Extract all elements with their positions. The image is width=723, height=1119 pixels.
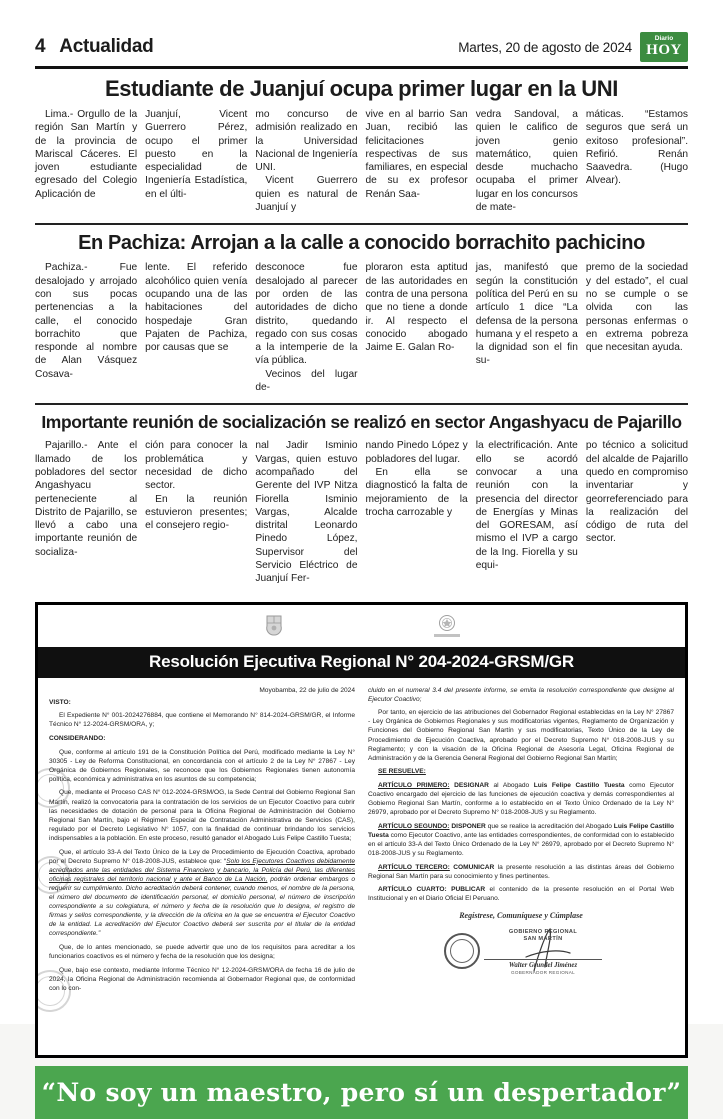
paragraph: premo de la sociedad y del estado”, el cual no se cumple o se olvida con las personas enfermas o en extrema pobreza que necesitan ayuda.	[585, 262, 689, 354]
peru-coat-of-arms-icon	[264, 614, 284, 638]
article-divider	[35, 403, 688, 405]
paragraph: Lima.- Orgullo de la región San Martín y de la provincia de Mariscal Cáceres. El joven estudiante egresado del Colegio Aplicación de	[35, 109, 138, 200]
article-column	[366, 108, 468, 214]
article-column	[476, 261, 578, 394]
diario-hoy-logo	[640, 32, 688, 62]
paragraph: En ella se diagnosticó la falta de mejoramiento de la trocha carrozable y	[365, 466, 468, 518]
resolution-document	[35, 602, 688, 1058]
resolution-logos	[38, 605, 685, 647]
signature-block	[368, 910, 674, 983]
section-title: Actualidad	[59, 36, 154, 57]
paragraph: po técnico a solicitud del alcalde de Pajarillo quedo en compromiso inventariar y georreferenciado para la realización del código de ruta del sector.	[585, 440, 689, 545]
article-3-headline: Importante reunión de socialización se realizó en sector Angashyacu de Pajarillo	[41, 412, 682, 433]
page-number: 4	[35, 36, 46, 57]
paragraph: lente. El referido alcohólico quien venía ocupando una de las habitaciones del hospedaje Gran Pajaten de Pachiza, por causas que se	[145, 262, 248, 354]
quote-banner	[35, 1066, 688, 1119]
paragraph: Vecinos del lugar de-	[255, 368, 358, 394]
article-column	[255, 439, 357, 585]
paragraph: desconoce fue desalojado al parecer por orden de las autoridades de dicho distrito, quedando regado con sus cosas a la intemperie de la vía pública.	[255, 262, 358, 367]
paragraph: CONSIDERANDO:	[49, 734, 106, 742]
paragraph: Que, de lo antes mencionado, se puede advertir que uno de los requisitos para acreditar a los funcionarios coactivos es el número y fecha de la resolución que los designa;	[49, 943, 355, 961]
logo-top-text: Diario	[654, 34, 674, 42]
quote-text: “No soy un maestro, pero sí un despertador”	[41, 1077, 682, 1107]
article-column	[476, 439, 578, 585]
entity-line1: GOBIERNO REGIONAL	[508, 928, 578, 935]
paragraph: Que, conforme al artículo 191 de la Constitución Política del Perú, modificado mediante la Ley N° 30305 - Ley de Reforma Constitucional, en concordancia con el artículo 2 de la Ley N° 27867 - Ley Orgánica de Gobiernos Regionales, se reconoce que los Gobiernos Regionales tienen autonomía política, económica y administrativa en los asuntos de su competencia;	[49, 748, 355, 783]
section-header	[35, 36, 153, 58]
article-column	[145, 108, 247, 214]
resolution-right-column	[368, 686, 674, 998]
paragraph: Pachiza.- Fue desalojado y arrojado con sus pocas pertenencias a la calle, el conocido borrachito que responde al nombre de Alan Vásquez Cosava-	[35, 262, 138, 380]
paragraph: mo concurso de admisión realizado en la Universidad Nacional de Ingeniería UNI.	[255, 109, 358, 174]
article-column	[366, 261, 468, 394]
paragraph: ARTÍCULO SEGUNDO: DISPONER que se realice la acreditación del Abogado Luis Felipe Castillo Tuesta como Ejecutor Coactivo, ante las entidades correspondientes, de conformidad con lo establecido en el artículo 33-A del Texto Único Ordenado de la Ley N° 26979, aprobado por el Decreto Supremo N° 018-2008-JUS y su Reglamento.	[368, 822, 674, 858]
paragraph: Que, mediante el Proceso CAS N° 012-2024-GRSM/OG, la Sede Central del Gobierno Regional San Martín, realizó la convocatoria para la contratación de los servicios de un Ejecutor Coactivo para cubrir las necesidades de dotación de personal para la Oficina Regional de Administración del Gobierno Regional San Martín, bajo el Régimen Especial de Contratación Administrativa de Servicios (CAS), regulado por el Decreto Legislativo N° 1057, con la finalidad de continuar brindando los servicios indispensables a la población. En este proceso, resultó ganador el Abogado Luis Felipe Castillo Tuesta;	[49, 789, 355, 842]
regional-emblem-icon	[434, 614, 460, 637]
article-column	[35, 108, 137, 214]
resolution-left-column	[49, 686, 355, 998]
paragraph: Moyobamba, 22 de julio de 2024	[259, 686, 355, 694]
paragraph: la electrificación. Ante ello se acordó convocar a una reunión con la presencia del director de Energías y Minas del GORESAM, así mismo el IVP a cargo de la Ing. Fiorella y su equi-	[475, 440, 578, 572]
article-divider	[35, 223, 688, 225]
emblem-caption-mark	[434, 634, 460, 637]
masthead-rule	[35, 66, 688, 69]
article-column	[586, 108, 688, 214]
resolution-articles	[368, 686, 674, 904]
article-column	[366, 439, 468, 585]
article-column	[586, 261, 688, 394]
paragraph: nal Jadir Isminio Vargas, quien estuvo acompañado del Gerente del IVP Nitza Fiorella Isminio Vargas, Alcalde distrital Leonardo Pinedo López, Supervisor del Servicio Eléctrico de Juanjuí Fer-	[255, 440, 358, 585]
paragraph: Juanjuí, Vicent Guerrero Pérez, ocupo el primer puesto en la especialidad de Ingeniería Estadística, en el últi-	[145, 109, 248, 200]
paragraph: ción para conocer la problemática y necesidad de dicho sector.	[145, 440, 248, 492]
paragraph: nando Pinedo López y pobladores del lugar.	[365, 440, 468, 465]
paragraph: Vicent Guerrero quien es natural de Juanjuí y	[255, 175, 358, 214]
article-1-headline: Estudiante de Juanjuí ocupa primer lugar en la UNI	[105, 76, 618, 101]
paragraph: SE RESUELVE:	[378, 768, 426, 776]
paragraph: ARTÍCULO TERCERO: COMUNICAR la presente resolución a las distintas áreas del Gobierno Regional San Martín para su conocimiento y fines pertinentes.	[368, 863, 674, 880]
paragraph: En la reunión estuvieron presentes; el consejero regio-	[145, 493, 248, 532]
article-3-body	[35, 439, 688, 594]
article-column	[476, 108, 578, 214]
masthead	[35, 0, 688, 64]
paragraph: ploraron esta aptitud de las autoridades en contra de una persona que no tiene a donde ir. Al respecto el conocido abogado Jaime E. Galan Ro-	[365, 262, 468, 354]
paragraph: Por tanto, en ejercicio de las atribuciones del Gobernador Regional establecidas en la Ley N° 27867 - Ley Orgánica de Gobiernos Regionales y sus modificatorias vigentes, Reglamento de Organización y Funciones del Gobierno Regional San Martín y sus modificatorias, Texto Único de la Ley de Procedimiento de Ejecución Coactiva, aprobado por el Decreto Supremo N° 018-2008-JUS y su Reglamento; y con la visación de la Oficina Regional de Asesoría Legal, Oficina Regional de Administración y de la Gerencia General Regional del Gobierno Regional San Martín;	[368, 709, 674, 762]
resolution-body	[38, 678, 685, 1006]
paragraph: Pajarillo.- Ante el llamado de los pobladores del sector Angashyacu perteneciente al Distrito de Pajarillo, se llevó a cabo una importante reunión de socializa-	[35, 440, 138, 558]
paragraph: máticas. “Estamos seguros que será un exitoso profesional”. Refirió. Renán Saavedra. (Hugo Alvear).	[585, 109, 689, 187]
paragraph: ARTÍCULO CUARTO: PUBLICAR el contenido de la presente resolución en el Portal Web Institucional y en el Diario Oficial El Peruano.	[368, 886, 674, 903]
paragraph: cluido en el numeral 3.4 del presente informe, se emita la resolución correspondiente que designe al Ejecutor Coactivo;	[368, 686, 674, 703]
paragraph: Que, bajo ese contexto, mediante Informe Técnico N° 12-2024-GRSM/ORA de fecha 16 de julio de 2024, la Oficina Regional de Administración recomienda al Gobernador Regional que, de conformidad con lo con-	[49, 966, 355, 992]
entity-line2: SAN MARTÍN	[523, 935, 563, 942]
official-stamp-icon	[444, 933, 480, 969]
article-column	[145, 439, 247, 585]
article-column	[255, 261, 357, 394]
article-column	[255, 108, 357, 214]
article-column	[145, 261, 247, 394]
paragraph: jas, manifestó que según la constitución política del Perú en su artículo 1 dice “La defensa de la persona humana y el respeto a la dignidad son el fin su-	[475, 262, 578, 367]
paragraph: El Expediente N° 001-2024276884, que contiene el Memorando N° 814-2024-GRSM/GR, el Informe Técnico N° 12-2024-GRSM/ORA, y;	[49, 712, 355, 729]
paragraph: VISTO:	[49, 698, 71, 706]
article-2-headline: En Pachiza: Arrojan a la calle a conocido borrachito pachicino	[78, 232, 645, 255]
signatory-name: Walter Grundel Jiménez	[484, 959, 602, 970]
article-column	[35, 261, 137, 394]
article-column	[586, 439, 688, 585]
paragraph: vive en al barrio San Juan, recibió las felicitaciones respectivas de sus familiares, en especial de su ex profesor Renán Saa-	[365, 109, 468, 200]
signatory-title: GOBERNADOR REGIONAL	[511, 969, 575, 975]
article-1-body	[35, 108, 688, 223]
article-column	[35, 439, 137, 585]
paragraph: Que, el artículo 33-A del Texto Único de la Ley de Procedimiento de Ejecución Coactiva, aprobado por el Decreto Supremo N° 018-2008-JUS, establece que: “Solo los Ejecutores Coactivos debidamente acreditados ante las entidades del Sistema Financiero y bancario, la Policía del Perú, las diferentes oficinas registrales del territorio nacional y ante el Banco de La Nación, podrán ordenar embargos o requerir su cumplimiento. Dicho acreditación deberá contener, cuando menos, el nombre de la persona, el número del documento de identificación personal, el domicilio personal, el número de inscripción correspondiente a su colegiatura, el número y fecha de la resolución que lo designa, el registro de firmas y sellos correspondiente, y la dirección de la oficina en la que se encuentra el Ejecutor Coactivo de la entidad. La acreditación del Ejecutor Coactivo deberá ser suscrita por el titular de la entidad correspondiente.”	[49, 848, 356, 938]
logo-main-text: HOY	[646, 42, 682, 59]
paragraph: ARTÍCULO PRIMERO: DESIGNAR al Abogado Luis Felipe Castillo Tuesta como Ejecutor Coactivo encargado del ejercicio de las funciones de ejecución coactiva y demás correspondientes al Gobierno Regional San Martín, conforme a lo establecido en el Texto Único Ordenado de la Ley N° 26979, aprobado por el Decreto Supremo N° 018-2008-JUS y su Reglamento.	[368, 781, 674, 817]
article-2-body	[35, 261, 688, 403]
resolution-title: Resolución Ejecutiva Regional N° 204-2024-GRSM/GR	[38, 647, 685, 678]
paragraph: vedra Sandoval, a quien le califico de joven genio matemático, quien desde muchacho ocupaba el primer lugar en los concursos de mate-	[475, 109, 578, 214]
issue-date: Martes, 20 de agosto de 2024	[458, 39, 632, 55]
signature-closing: Regístrese, Comuníquese y Cúmplase	[459, 910, 583, 920]
